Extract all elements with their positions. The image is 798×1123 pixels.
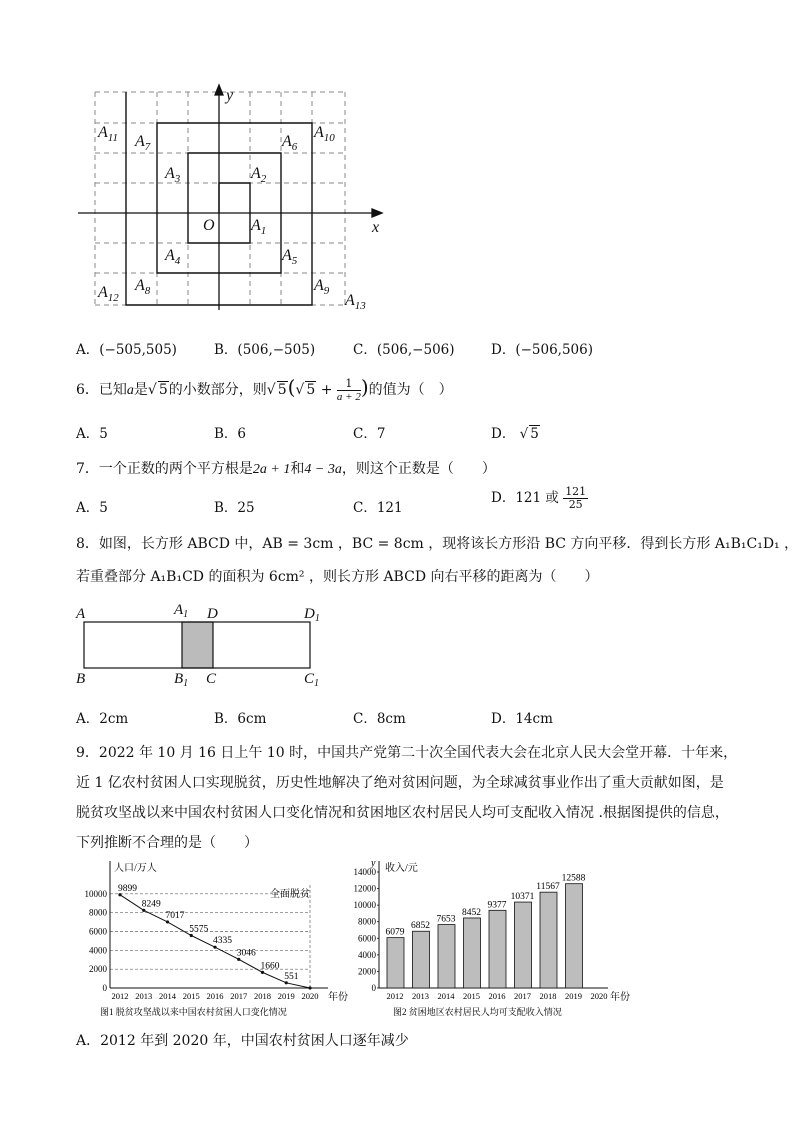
income-bar-chart	[343, 855, 633, 1027]
q6-stem: 6．已知a是√ 5的小数部分，则√ 5(√ 5 + $\frac{1}{a + 2}$ )的值为（ ）	[76, 375, 453, 403]
point-a7: $A_7$	[135, 133, 151, 153]
y-tick-label: 2000	[358, 966, 376, 977]
y-tick-label: 10000	[353, 900, 376, 911]
bar	[464, 918, 481, 988]
y-tick-label: 0	[102, 983, 107, 993]
x-tick-label: 2016	[206, 991, 224, 1001]
axis-y-label: y	[226, 87, 234, 104]
label-d1: $D_1$	[304, 606, 320, 624]
overlap-region	[182, 622, 213, 668]
y-tick-label: 0	[371, 983, 376, 993]
bar	[566, 884, 583, 988]
axis-x-label: x	[372, 219, 380, 236]
y-axis-label: 人口/万人	[114, 863, 157, 874]
data-label: 12588	[561, 873, 586, 884]
x-tick-label: 2012	[111, 991, 129, 1001]
data-point	[308, 986, 311, 989]
y-tick-label: 8000	[358, 916, 376, 927]
annotation-label: 全面脱贫	[270, 889, 310, 900]
point-a3: $A_3$	[165, 165, 181, 185]
bar	[515, 902, 532, 988]
point-a6: $A_6$	[282, 133, 298, 153]
y-tick-label: 4000	[89, 945, 107, 956]
q7-option-a[interactable]: A．5	[76, 500, 108, 516]
x-axis-label: 年份	[610, 992, 630, 1003]
q8-stem-line1: 8．如图，长方形 ABCD 中，AB = 3cm ，BC = 8cm ，现将该长方形沿 BC 方向平移．得到长方形 A₁B₁C₁D₁ ，	[76, 536, 798, 552]
q5-option-d[interactable]: D．(−506,506)	[491, 342, 593, 358]
axes	[78, 85, 382, 310]
bar	[489, 910, 506, 988]
point-a2: $A_2$	[251, 165, 267, 185]
q8-option-d[interactable]: D．14cm	[491, 711, 553, 727]
x-tick-label: 2013	[135, 991, 153, 1001]
q5-option-b[interactable]: B．(506,−505)	[214, 342, 316, 358]
data-label: 7017	[165, 910, 185, 921]
point-a5: $A_5$	[282, 247, 298, 267]
chart-title: 图2 贫困地区农村居民人均可支配收入情况	[393, 1007, 562, 1017]
data-label: 3046	[236, 948, 256, 959]
chart-title: 图1 脱贫攻坚战以来中国农村贫困人口变化情况	[100, 1007, 287, 1017]
label-a1: $A_1$	[174, 602, 189, 620]
point-a11: $A_{11}$	[98, 124, 118, 144]
rectangle-translation-figure	[70, 598, 340, 693]
x-tick-label: 2020	[590, 991, 608, 1001]
y-tick-label: 12000	[353, 883, 376, 894]
x-tick-label: 2013	[412, 991, 429, 1001]
y-tick-label: 2000	[89, 964, 107, 975]
q7-option-d[interactable]: D．121 或 $\frac{121}{25}$	[491, 485, 587, 511]
y-tick-label: 4000	[358, 949, 376, 960]
data-label: 8249	[141, 899, 161, 910]
y-tick-label: 10000	[84, 888, 107, 899]
point-a10: $A_{10}$	[314, 124, 335, 144]
point-a13: $A_{13}$	[345, 292, 366, 312]
x-tick-label: 2015	[182, 991, 200, 1001]
data-label: 6079	[385, 927, 405, 938]
data-label: 9377	[487, 900, 507, 911]
q5-option-a[interactable]: A．(−505,505)	[76, 342, 177, 358]
q8-option-c[interactable]: C．8cm	[353, 711, 406, 727]
x-tick-label: 2015	[463, 991, 480, 1001]
q9-stem-line1: 9．2022 年 10 月 16 日上午 10 时，中国共产党第二十次全国代表大会在北京人民大会堂开幕．十年来，	[76, 745, 738, 761]
label-b: B	[76, 671, 86, 687]
point-a9: $A_9$	[314, 277, 330, 297]
q6-option-c[interactable]: C．7	[353, 426, 386, 442]
label-d: D	[207, 606, 218, 622]
data-label: 1660	[260, 961, 280, 972]
label-c1: $C_1$	[304, 671, 320, 689]
label-b1: $B_1$	[174, 671, 189, 689]
x-tick-label: 2016	[488, 991, 506, 1001]
q6-option-b[interactable]: B．6	[214, 426, 247, 442]
y-tick-label: 6000	[358, 933, 376, 944]
q7-stem: 7．一个正数的两个平方根是2a + 1和4 − 3a，则这个正数是（ ）	[76, 461, 496, 477]
q8-option-a[interactable]: A．2cm	[76, 711, 129, 727]
point-a12: $A_{12}$	[98, 284, 119, 304]
bar	[413, 931, 430, 988]
q6-fraction: $\frac{1}{a + 2}$	[336, 376, 361, 403]
data-label: 551	[284, 971, 299, 982]
q5-option-c[interactable]: C．(506,−506)	[353, 342, 455, 358]
q9-stem-line4: 下列推断不合理的是（ ）	[76, 835, 258, 851]
data-label: 5575	[189, 924, 209, 935]
x-axis-arrow-icon	[372, 209, 382, 217]
data-label: 6852	[411, 921, 430, 932]
point-a1: $A_1$	[251, 217, 267, 237]
data-label: 9899	[118, 883, 137, 894]
data-label: 7653	[436, 914, 456, 925]
y-tick-label: 14000	[353, 867, 376, 877]
origin-label: O	[203, 217, 215, 234]
x-tick-label: 2018	[254, 991, 271, 1001]
point-a4: $A_4$	[165, 247, 181, 267]
point-a8: $A_8$	[135, 277, 151, 297]
x-tick-label: 2020	[301, 991, 319, 1001]
label-a: A	[76, 606, 86, 622]
x-tick-label: 2014	[159, 991, 176, 1001]
y-tick-label: 8000	[89, 907, 107, 918]
x-tick-label: 2018	[539, 991, 557, 1001]
y-axis-arrow-icon	[215, 85, 223, 95]
label-c: C	[206, 671, 217, 687]
x-tick-label: 2017	[230, 991, 248, 1001]
coordinate-grid-figure	[70, 80, 390, 312]
q9-stem-line2: 近 1 亿农村贫困人口实现脱贫，历史性地解决了绝对贫困问题，为全球减贫事业作出了重大贡献如图，是	[76, 775, 724, 791]
q8-option-b[interactable]: B．6cm	[214, 711, 267, 727]
x-tick-label: 2014	[437, 991, 455, 1001]
y-axis-letter: y	[371, 858, 376, 869]
x-tick-label: 2012	[386, 991, 404, 1001]
data-label: 10371	[510, 892, 535, 903]
data-label: 11567	[536, 882, 560, 893]
x-tick-label: 2017	[514, 991, 531, 1001]
poverty-population-line-chart	[70, 855, 348, 1027]
q6-option-d[interactable]: D． √ 5	[491, 426, 539, 442]
x-axis-label: 年份	[328, 992, 348, 1003]
y-tick-label: 6000	[89, 926, 107, 937]
data-label: 4335	[213, 936, 232, 947]
bar	[540, 892, 557, 988]
q8-stem-line2: 若重叠部分 A₁B₁CD 的面积为 6cm² ，则长方形 ABCD 向右平移的距离为（ ）	[76, 569, 599, 585]
data-label: 8452	[462, 907, 481, 918]
bar	[387, 938, 404, 988]
x-tick-label: 2019	[565, 991, 582, 1001]
x-tick-label: 2019	[277, 991, 295, 1001]
y-axis-label: 收入/元	[385, 863, 418, 874]
bar	[438, 925, 455, 988]
q7-option-c[interactable]: C．121	[353, 500, 403, 516]
point-labels	[97, 124, 366, 312]
q7-option-b[interactable]: B．25	[214, 500, 255, 516]
q9-stem-line3: 脱贫攻坚战以来中国农村贫困人口变化情况和贫困地区农村居民人均可支配收入情况 .根据图提供的信息，	[76, 805, 729, 821]
q6-option-a[interactable]: A．5	[76, 426, 108, 442]
q9-option-a[interactable]: A．2012 年到 2020 年，中国农村贫困人口逐年减少	[76, 1033, 409, 1049]
